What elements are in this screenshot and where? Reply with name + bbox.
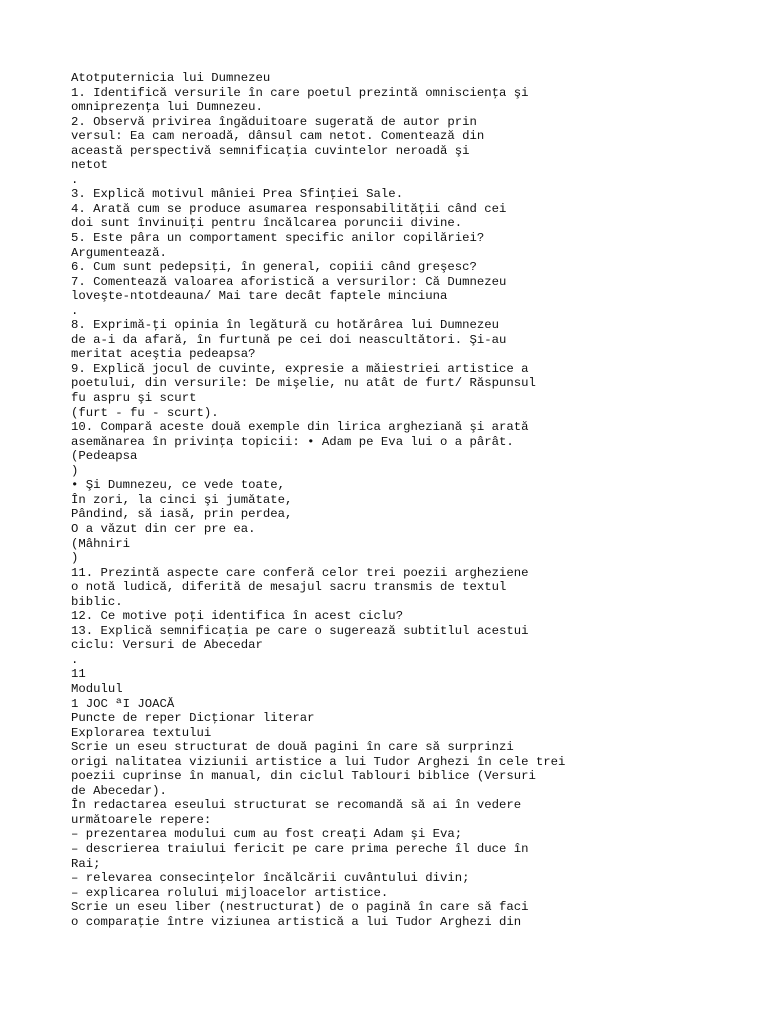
text-line: netot xyxy=(71,158,108,173)
text-line: Puncte de reper Dicţionar literar xyxy=(71,711,315,726)
text-line: În zori, la cinci şi jumătate, xyxy=(71,492,293,507)
document-text xyxy=(71,71,751,929)
text-line: o comparaţie între viziunea artistică a lui Tudor Arghezi din xyxy=(71,914,522,929)
text-line: O a văzut din cer pre ea. xyxy=(71,521,256,536)
text-line: Scrie un eseu structurat de două pagini în care să surprinzi xyxy=(71,740,514,755)
text-line: 1. Identifică versurile în care poetul prezintă omniscienţa şi xyxy=(71,85,529,100)
text-line: – prezentarea modului cum au fost creaţi Adam şi Eva; xyxy=(71,827,463,842)
text-line: Atotputernicia lui Dumnezeu xyxy=(71,71,271,85)
text-line: poezii cuprinse în manual, din ciclul Tablouri biblice (Versuri xyxy=(71,769,536,784)
text-line: de a-i da afară, în furtună pe cei doi neascultători. Şi-au xyxy=(71,332,507,347)
text-line: (Mâhniri xyxy=(71,536,131,551)
text-line: ) xyxy=(71,551,79,566)
text-line: ) xyxy=(71,463,79,478)
text-line: 6. Cum sunt pedepsiţi, în general, copiii când greşesc? xyxy=(71,260,477,275)
text-line: . xyxy=(71,172,79,187)
text-line: 3. Explică motivul mâniei Prea Sfinţiei Sale. xyxy=(71,187,404,202)
text-line: Argumentează. xyxy=(71,245,167,260)
text-line: 2. Observă privirea îngăduitoare sugerată de autor prin xyxy=(71,114,477,129)
text-line: . xyxy=(71,303,79,318)
text-line: omniprezenţa lui Dumnezeu. xyxy=(71,100,263,115)
text-line: asemănarea în privinţa topicii: • Adam pe Eva lui o a pârât. xyxy=(71,434,514,449)
text-line: următoarele repere: xyxy=(71,812,212,827)
text-line: – explicarea rolului mijloacelor artistice. xyxy=(71,885,389,900)
text-line: Scrie un eseu liber (nestructurat) de o pagină în care să faci xyxy=(71,900,529,915)
text-line: o notă ludică, diferită de mesajul sacru transmis de textul xyxy=(71,580,507,595)
text-line: 9. Explică jocul de cuvinte, expresie a măiestriei artistice a xyxy=(71,361,529,376)
text-line: Pândind, să iasă, prin perdea, xyxy=(71,507,293,522)
text-line: loveşte-ntotdeauna/ Mai tare decât faptele minciuna xyxy=(71,289,448,304)
text-line: 11. Prezintă aspecte care conferă celor trei poezii argheziene xyxy=(71,565,529,580)
text-line: 13. Explică semnificaţia pe care o sugerează subtitlul acestui xyxy=(71,623,529,638)
text-line: Rai; xyxy=(71,856,101,871)
text-line: 1 JOC ªI JOACĂ xyxy=(71,696,175,711)
text-line: Modulul xyxy=(71,681,123,696)
text-line: – relevarea consecinţelor încălcării cuvântului divin; xyxy=(71,871,470,886)
text-line: 10. Compară aceste două exemple din lirica argheziană şi arată xyxy=(71,420,529,435)
text-line: 4. Arată cum se produce asumarea responsabilităţii când cei xyxy=(71,201,507,216)
text-line: 12. Ce motive poţi identifica în acest ciclu? xyxy=(71,609,404,624)
text-line: Explorarea textului xyxy=(71,725,212,740)
text-line: – descrierea traiului fericit pe care prima pereche îl duce în xyxy=(71,841,529,856)
text-line: această perspectivă semnificaţia cuvintelor neroadă şi xyxy=(71,143,470,158)
text-line: origi nalitatea viziunii artistice a lui Tudor Arghezi în cele trei xyxy=(71,754,566,769)
text-line: 5. Este pâra un comportament specific anilor copilăriei? xyxy=(71,231,485,246)
text-line: meritat aceştia pedeapsa? xyxy=(71,347,256,362)
text-line: biblic. xyxy=(71,594,123,609)
text-line: În redactarea eseului structurat se recomandă să ai în vedere xyxy=(71,798,522,813)
text-line: (furt - fu - scurt). xyxy=(71,405,219,420)
text-line: de Abecedar). xyxy=(71,783,167,798)
text-line: . xyxy=(71,652,79,667)
text-line: ciclu: Versuri de Abecedar xyxy=(71,638,263,653)
text-line: 11 xyxy=(71,667,86,682)
text-line: fu aspru şi scurt xyxy=(71,391,197,406)
text-line: doi sunt învinuiţi pentru încălcarea poruncii divine. xyxy=(71,216,463,231)
text-line: (Pedeapsa xyxy=(71,449,138,464)
text-line: versul: Ea cam neroadă, dânsul cam netot. Comentează din xyxy=(71,129,485,144)
text-line: 7. Comentează valoarea aforistică a versurilor: Că Dumnezeu xyxy=(71,274,507,289)
text-line: poetului, din versurile: De mişelie, nu atât de furt/ Răspunsul xyxy=(71,376,536,391)
text-line: • Şi Dumnezeu, ce vede toate, xyxy=(71,478,286,493)
text-line: 8. Exprimă-ţi opinia în legătură cu hotărârea lui Dumnezeu xyxy=(71,318,500,333)
